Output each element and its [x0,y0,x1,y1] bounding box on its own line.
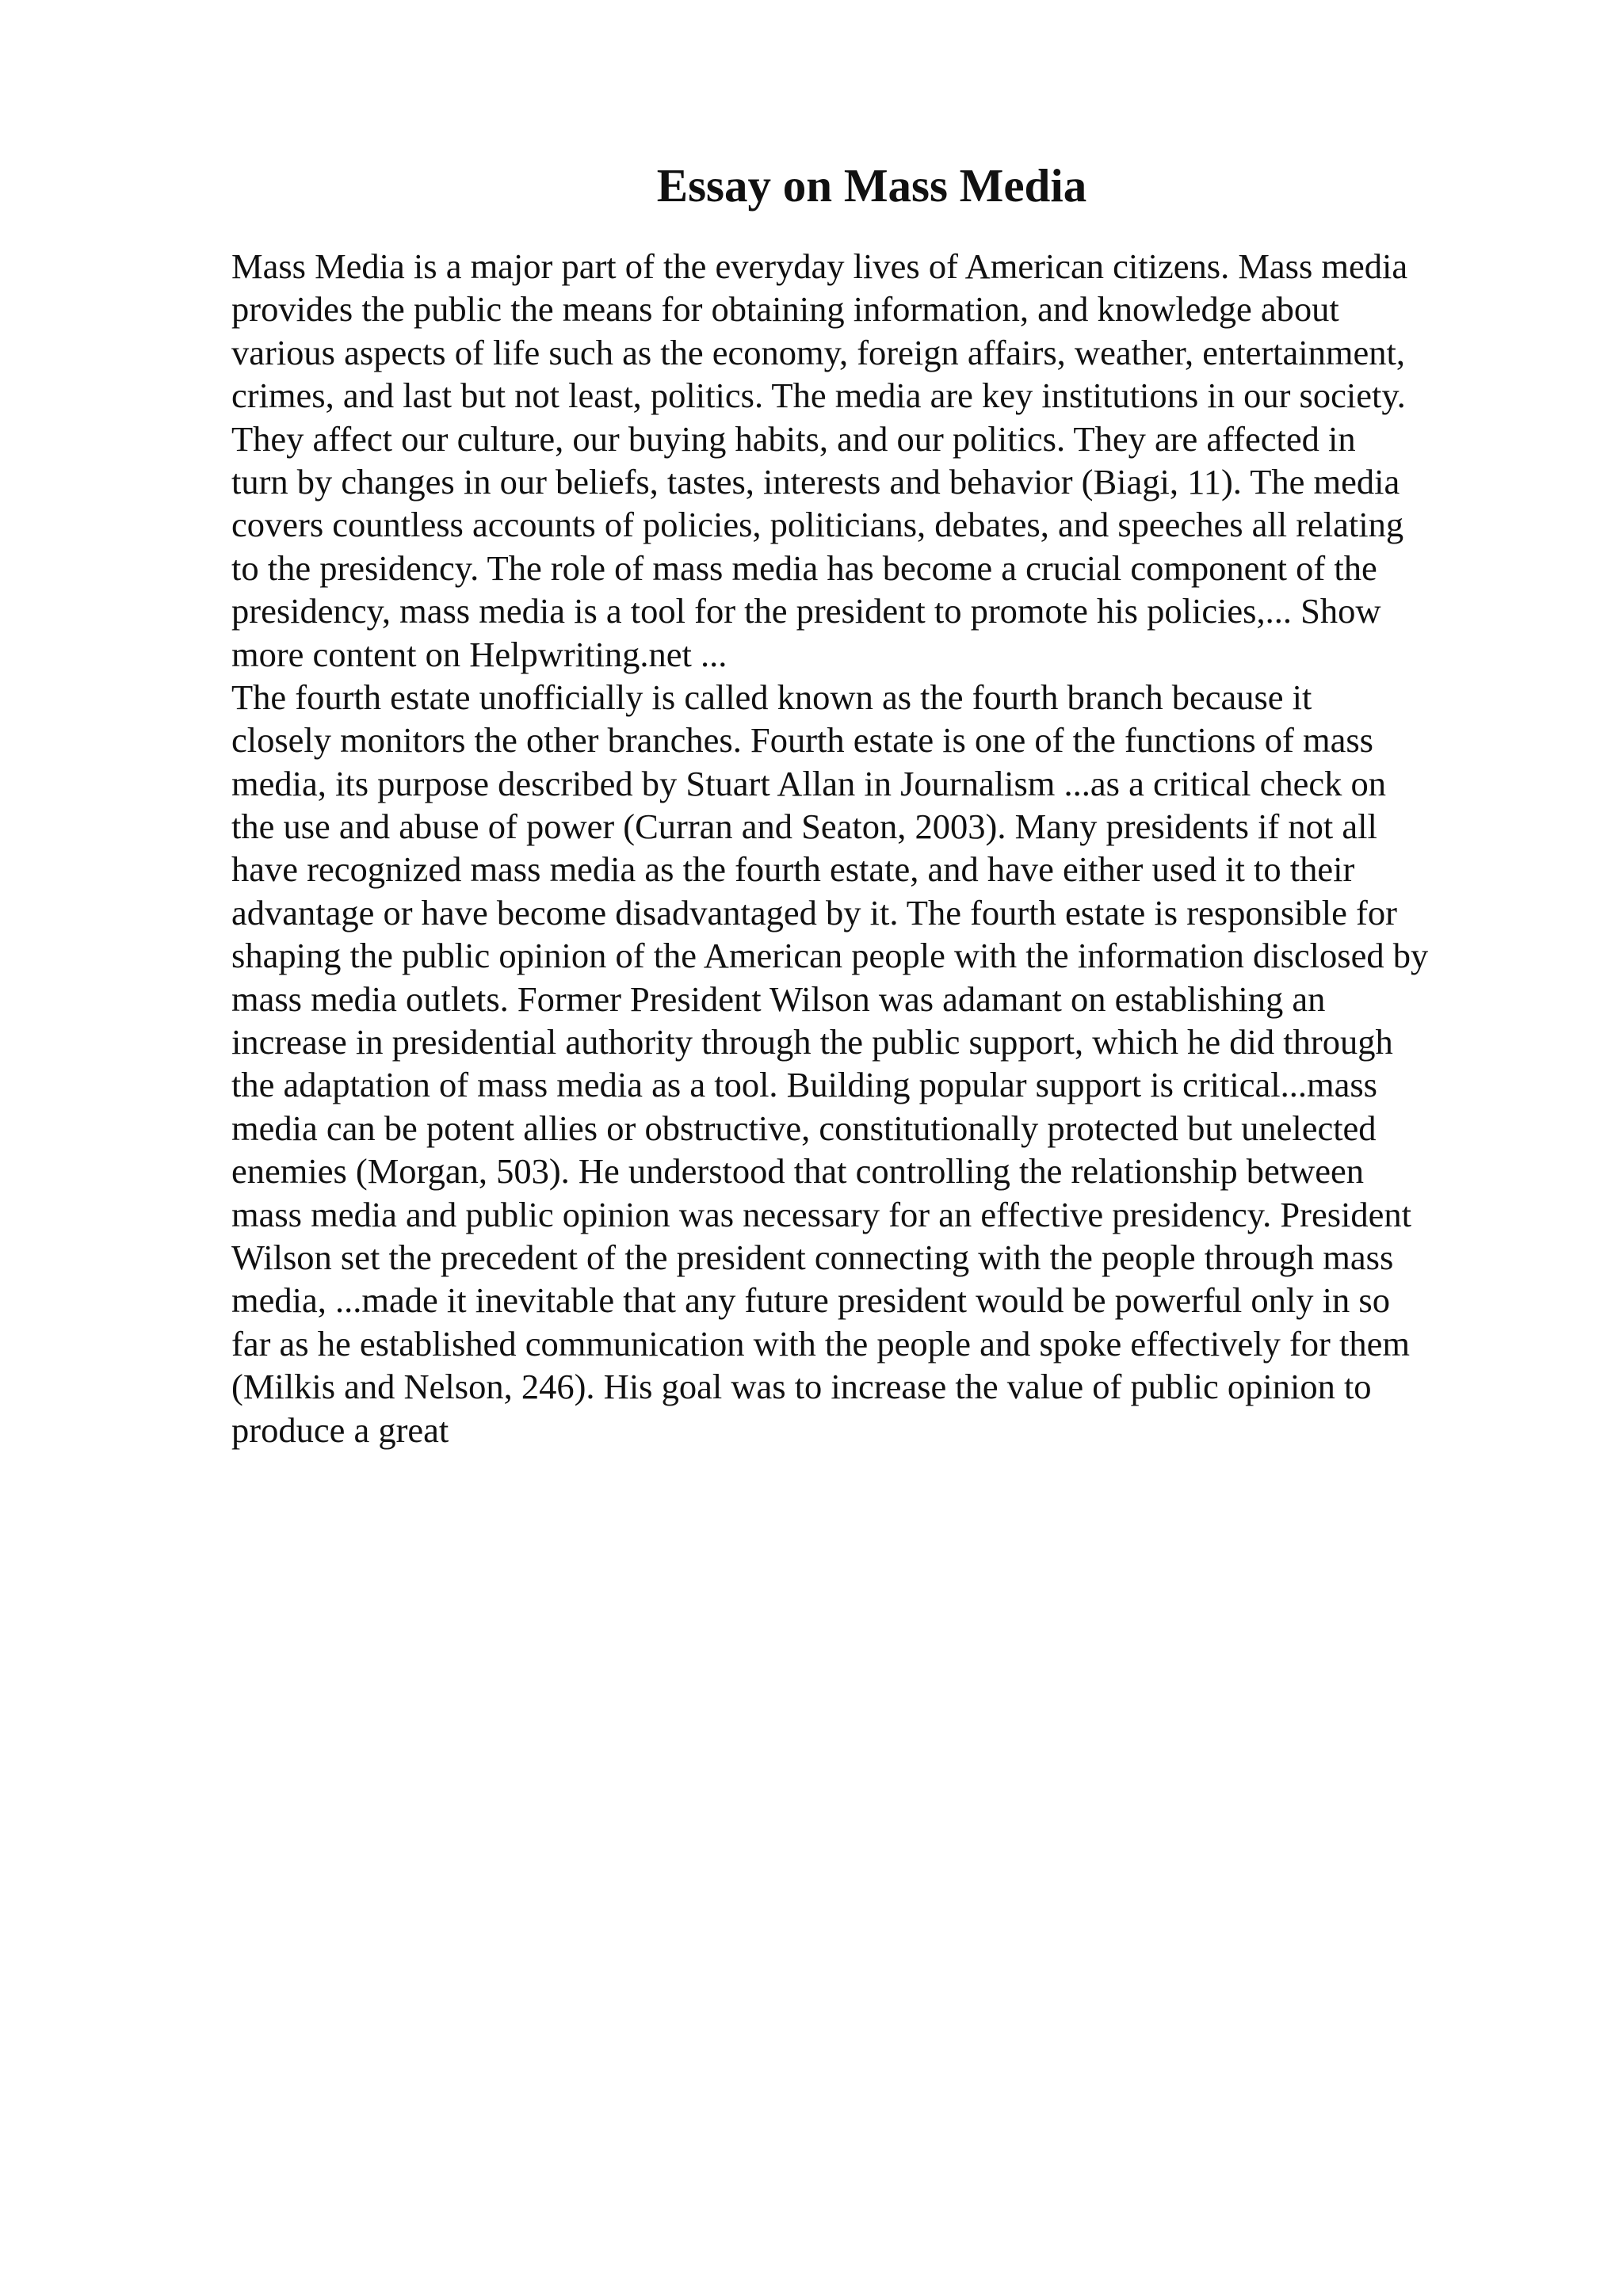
text-line: covers countless accounts of policies, politicians, debates, and speeches all relating [231,505,1404,545]
text-line: closely monitors the other branches. Fourth estate is one of the functions of mass [231,720,1373,761]
text-line: presidency, mass media is a tool for the president to promote his policies,... Show [231,591,1381,631]
text-line: provides the public the means for obtaining information, and knowledge about [231,289,1339,330]
text-line: advantage or have become disadvantaged by it. The fourth estate is responsible for [231,892,1397,933]
text-line: mass media and public opinion was necessary for an effective presidency. President [231,1194,1412,1234]
text-line: produce a great [231,1409,449,1450]
text-line: turn by changes in our beliefs, tastes, interests and behavior (Biagi, 11). The media [231,461,1400,502]
text-line: They affect our culture, our buying habits, and our politics. They are affected in [231,418,1356,459]
text-line: crimes, and last but not least, politics. The media are key institutions in our society. [231,376,1406,416]
text-line: the adaptation of mass media as a tool. Building popular support is critical...mass [231,1065,1377,1105]
text-line: The fourth estate unofficially is called known as the fourth branch because it [231,677,1312,717]
text-line: the use and abuse of power (Curran and Seaton, 2003). Many presidents if not all [231,807,1377,847]
text-line: have recognized mass media as the fourth estate, and have either used it to their [231,849,1355,890]
text-line: more content on Helpwriting.net ... [231,634,727,674]
essay-body [231,245,1518,1451]
text-line: media, ...made it inevitable that any future president would be powerful only in so [231,1280,1390,1321]
text-line: increase in presidential authority through the public support, which he did through [231,1022,1393,1062]
text-line: enemies (Morgan, 503). He understood that controlling the relationship between [231,1151,1364,1192]
text-line: mass media outlets. Former President Wilson was adamant on establishing an [231,978,1326,1019]
text-line: media, its purpose described by Stuart Allan in Journalism ...as a critical check on [231,763,1387,803]
text-line: far as he established communication with the people and spoke effectively for them [231,1323,1410,1363]
text-line: to the presidency. The role of mass media has become a crucial component of the [231,547,1377,588]
text-line: (Milkis and Nelson, 246). His goal was to increase the value of public opinion to [231,1367,1372,1407]
text-line: various aspects of life such as the economy, foreign affairs, weather, entertainment, [231,332,1405,372]
document-title: Essay on Mass Media [656,159,1087,212]
text-line: shaping the public opinion of the American people with the information disclosed by [231,936,1429,976]
text-line: Wilson set the precedent of the president connecting with the people through mass [231,1237,1394,1277]
text-line: media can be potent allies or obstructive, constitutionally protected but unelected [231,1108,1377,1148]
text-line: Mass Media is a major part of the everyday lives of American citizens. Mass media [231,246,1408,286]
